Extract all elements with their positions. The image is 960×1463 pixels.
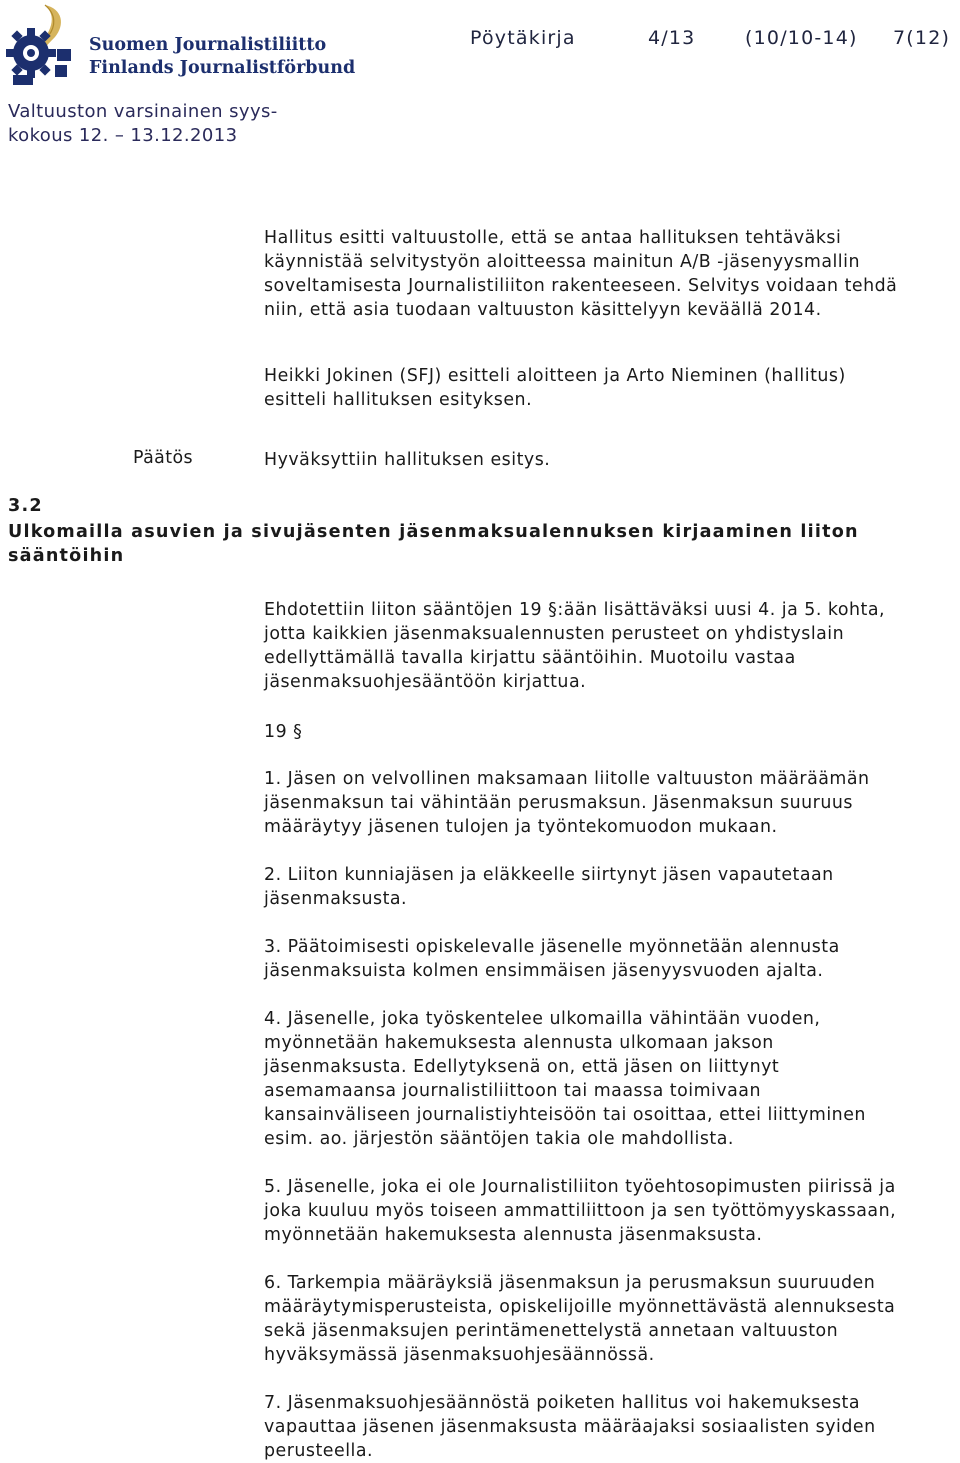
text-line: asemamaansa journalistiliittoon tai maassa toimivaan [264,1081,761,1101]
doc-type: Pöytäkirja [470,27,576,49]
meeting-title-line: Valtuuston varsinainen syys- [8,101,278,122]
rule-item-5 [264,1175,954,1247]
text-line: niin, että asia tuodaan valtuuston käsittelyyn keväällä 2014. [264,300,822,320]
text-line: edellyttämällä tavalla kirjattu sääntöihin. Muotoilu vastaa [264,648,796,668]
text-line: määräytyy jäsenen tulojen ja työntekomuodon mukaan. [264,817,778,837]
paragraph-heading [264,720,954,744]
text-line: myönnetään hakemuksesta alennusta jäsenmaksusta. [264,1225,763,1245]
text-line: perusteella. [264,1441,374,1461]
section-title-line: Ulkomailla asuvien ja sivujäsenten jäsenmaksualennuksen kirjaaminen liiton [8,522,859,542]
org-name-sv: Finlands Journalistförbund [89,58,356,78]
paragraph-proposal [264,226,954,322]
date-range: (10/10-14) [745,27,858,49]
text-line: jäsenmaksuista kolmen ensimmäisen jäsenyysvuoden ajalta. [264,961,824,981]
text-line: 7. Jäsenmaksuohjesäännöstä poiketen hallitus voi hakemuksesta [264,1393,861,1413]
text-line: Hyväksyttiin hallituksen esitys. [264,450,551,470]
section-title-line: sääntöihin [8,546,125,566]
page-number: 7(12) [893,27,951,49]
text-line: soveltamisesta Journalistiliiton rakenteeseen. Selvitys voidaan tehdä [264,276,898,296]
text-line: jäsenmaksun tai vähintään perusmaksun. Jäsenmaksun suuruus [264,793,853,813]
text-line: 5. Jäsenelle, joka ei ole Journalistiliiton työehtosopimusten piirissä ja [264,1177,896,1197]
text-line: myönnetään hakemuksesta alennusta ulkomaan jakson [264,1033,774,1053]
rule-item-7 [264,1391,954,1463]
text-line: 2. Liiton kunniajäsen ja eläkkeelle siirtynyt jäsen vapautetaan [264,865,834,885]
rule-item-6 [264,1271,954,1367]
paragraph-intro [264,598,954,694]
rule-item-4 [264,1007,954,1151]
text-line: 1. Jäsen on velvollinen maksamaan liitolle valtuuston määräämän [264,769,870,789]
rule-item-1 [264,767,954,839]
text-line: Heikki Jokinen (SFJ) esitteli aloitteen ja Arto Nieminen (hallitus) [264,366,846,386]
decision-label: Päätös [133,448,193,468]
text-line: esitteli hallituksen esityksen. [264,390,533,410]
text-line: vapauttaa jäsenen jäsenmaksusta määräajaksi sosiaalisten syiden [264,1417,876,1437]
rule-item-2 [264,863,954,911]
quill-gear-crest-icon [5,3,85,89]
text-line: jäsenmaksusta. Edellytyksenä on, että jäsen on liittynyt [264,1057,780,1077]
doc-number: 4/13 [648,27,696,49]
text-line: Ehdotettiin liiton sääntöjen 19 §:ään lisättäväksi uusi 4. ja 5. kohta, [264,600,886,620]
text-line: 4. Jäsenelle, joka työskentelee ulkomailla vähintään vuoden, [264,1009,821,1029]
paragraph-presenters [264,364,954,412]
text-line: joka kuuluu myös toiseen ammattiliittoon ja sen työttömyyskassaan, [264,1201,897,1221]
section-title [8,520,859,568]
text-line: kansainväliseen journalistiyhteisöön tai osoittaa, ettei liittyminen [264,1105,866,1125]
meeting-title-line: kokous 12. – 13.12.2013 [8,125,238,146]
text-line: jotta kaikkien jäsenmaksualennusten perusteet on yhdistyslain [264,624,845,644]
text-line: Hallitus esitti valtuustolle, että se antaa hallituksen tehtäväksi [264,228,842,248]
text-line: esim. ao. järjestön sääntöjen takia ole mahdollista. [264,1129,734,1149]
text-line: jäsenmaksusta. [264,889,408,909]
text-line: 6. Tarkempia määräyksiä jäsenmaksun ja perusmaksun suuruuden [264,1273,876,1293]
org-name-fi: Suomen Journalistiliitto [89,35,327,55]
meeting-title [8,100,278,148]
rule-item-3 [264,935,954,983]
decision-text [264,448,954,472]
text-line: sekä jäsenmaksujen perintämenettelystä annetaan valtuuston [264,1321,839,1341]
text-line: määräytymisperusteista, opiskelijoille myönnettävästä alennuksesta [264,1297,896,1317]
text-line: hyväksymässä jäsenmaksuohjesäännössä. [264,1345,655,1365]
text-line: käynnistää selvitystyön aloitteessa mainitun A/B -jäsenyysmallin [264,252,860,272]
section-number: 3.2 [8,496,43,516]
text-line: jäsenmaksuohjesääntöön kirjattua. [264,672,587,692]
org-logo [5,3,356,89]
text-line: 19 § [264,722,303,742]
text-line: 3. Päätoimisesti opiskelevalle jäsenelle myönnetään alennusta [264,937,840,957]
